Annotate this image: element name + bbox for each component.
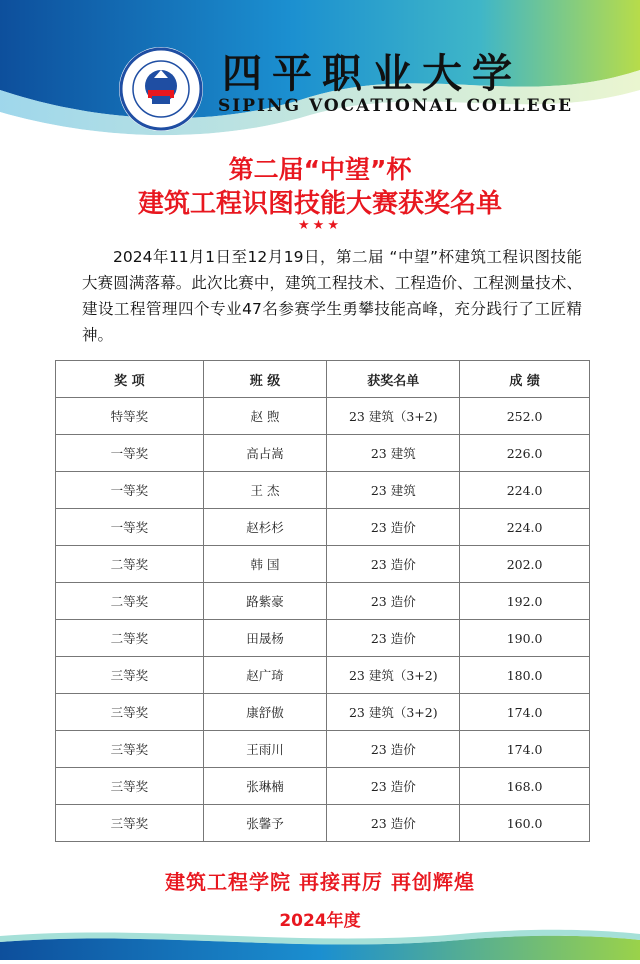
cell-award: 二等奖 [56,546,204,583]
table-row [56,472,590,509]
cell-score: 202.0 [460,546,590,583]
table-row [56,731,590,768]
cell-award: 三等奖 [56,768,204,805]
table-row [56,620,590,657]
awards-table [55,360,590,842]
college-logo [118,46,204,132]
cell-score: 226.0 [460,435,590,472]
cell-name: 高占嵩 [203,435,327,472]
cell-class: 23 建筑（3+2) [327,694,460,731]
cell-score: 174.0 [460,731,590,768]
table-row [56,435,590,472]
cell-score: 168.0 [460,768,590,805]
table-row [56,805,590,842]
table-row [56,398,590,435]
table-header-row [56,361,590,398]
cell-award: 三等奖 [56,731,204,768]
table-row [56,694,590,731]
cell-name: 张馨予 [203,805,327,842]
cell-name: 赵杉杉 [203,509,327,546]
cell-score: 174.0 [460,694,590,731]
cell-class: 23 造价 [327,620,460,657]
cell-name: 赵广琦 [203,657,327,694]
cell-name: 路紫豪 [203,583,327,620]
cell-score: 224.0 [460,472,590,509]
intro-paragraph: 2024年11月1日至12月19日，第二届 “中望”杯建筑工程识图技能大赛圆满落幕。此次比赛中，建筑工程技术、工程造价、工程测量技术、建设工程管理四个专业47名参赛学生勇攀技能高峰，充分践行了工匠精神。 [82,248,582,344]
cell-award: 三等奖 [56,657,204,694]
cell-class: 23 建筑 [327,435,460,472]
cell-award: 二等奖 [56,620,204,657]
cell-name: 韩 国 [203,546,327,583]
cell-score: 180.0 [460,657,590,694]
cell-class: 23 造价 [327,509,460,546]
cell-score: 160.0 [460,805,590,842]
header-award: 奖 项 [56,361,204,398]
cell-name: 康舒傲 [203,694,327,731]
cell-name: 田晟杨 [203,620,327,657]
footer-band [0,920,640,960]
cell-award: 一等奖 [56,509,204,546]
cell-name: 王雨川 [203,731,327,768]
cell-score: 190.0 [460,620,590,657]
footer-slogan: 建筑工程学院 再接再厉 再创辉煌 [165,870,475,894]
cell-class: 23 建筑（3+2) [327,398,460,435]
table-row [56,768,590,805]
school-name-en: SIPING VOCATIONAL COLLEGE [218,96,574,116]
cell-name: 王 杰 [203,472,327,509]
header-score: 成 绩 [460,361,590,398]
table-row [56,583,590,620]
award-title-line1: 第二届“中望”杯 [228,155,412,184]
cell-name: 张琳楠 [203,768,327,805]
cell-award: 二等奖 [56,583,204,620]
cell-class: 23 造价 [327,546,460,583]
footer-wave-graphic [0,920,640,960]
cell-award: 三等奖 [56,805,204,842]
table-row [56,546,590,583]
decorative-stars: ★★★ [298,218,342,233]
cell-class: 23 建筑（3+2) [327,657,460,694]
cell-score: 224.0 [460,509,590,546]
award-title-line2: 建筑工程识图技能大赛获奖名单 [137,189,502,219]
cell-award: 特等奖 [56,398,204,435]
cell-name: 赵 煦 [203,398,327,435]
cell-score: 192.0 [460,583,590,620]
footer-year: 2024年度 [279,911,361,931]
cell-class: 23 造价 [327,805,460,842]
school-name-cn: 四平职业大学 [222,50,522,97]
cell-class: 23 造价 [327,768,460,805]
cell-award: 一等奖 [56,472,204,509]
cell-class: 23 建筑 [327,472,460,509]
table-row [56,657,590,694]
cell-award: 一等奖 [56,435,204,472]
header-name: 班 级 [203,361,327,398]
table-row [56,509,590,546]
cell-class: 23 造价 [327,731,460,768]
header-class: 获奖名单 [327,361,460,398]
cell-award: 三等奖 [56,694,204,731]
cell-class: 23 造价 [327,583,460,620]
cell-score: 252.0 [460,398,590,435]
